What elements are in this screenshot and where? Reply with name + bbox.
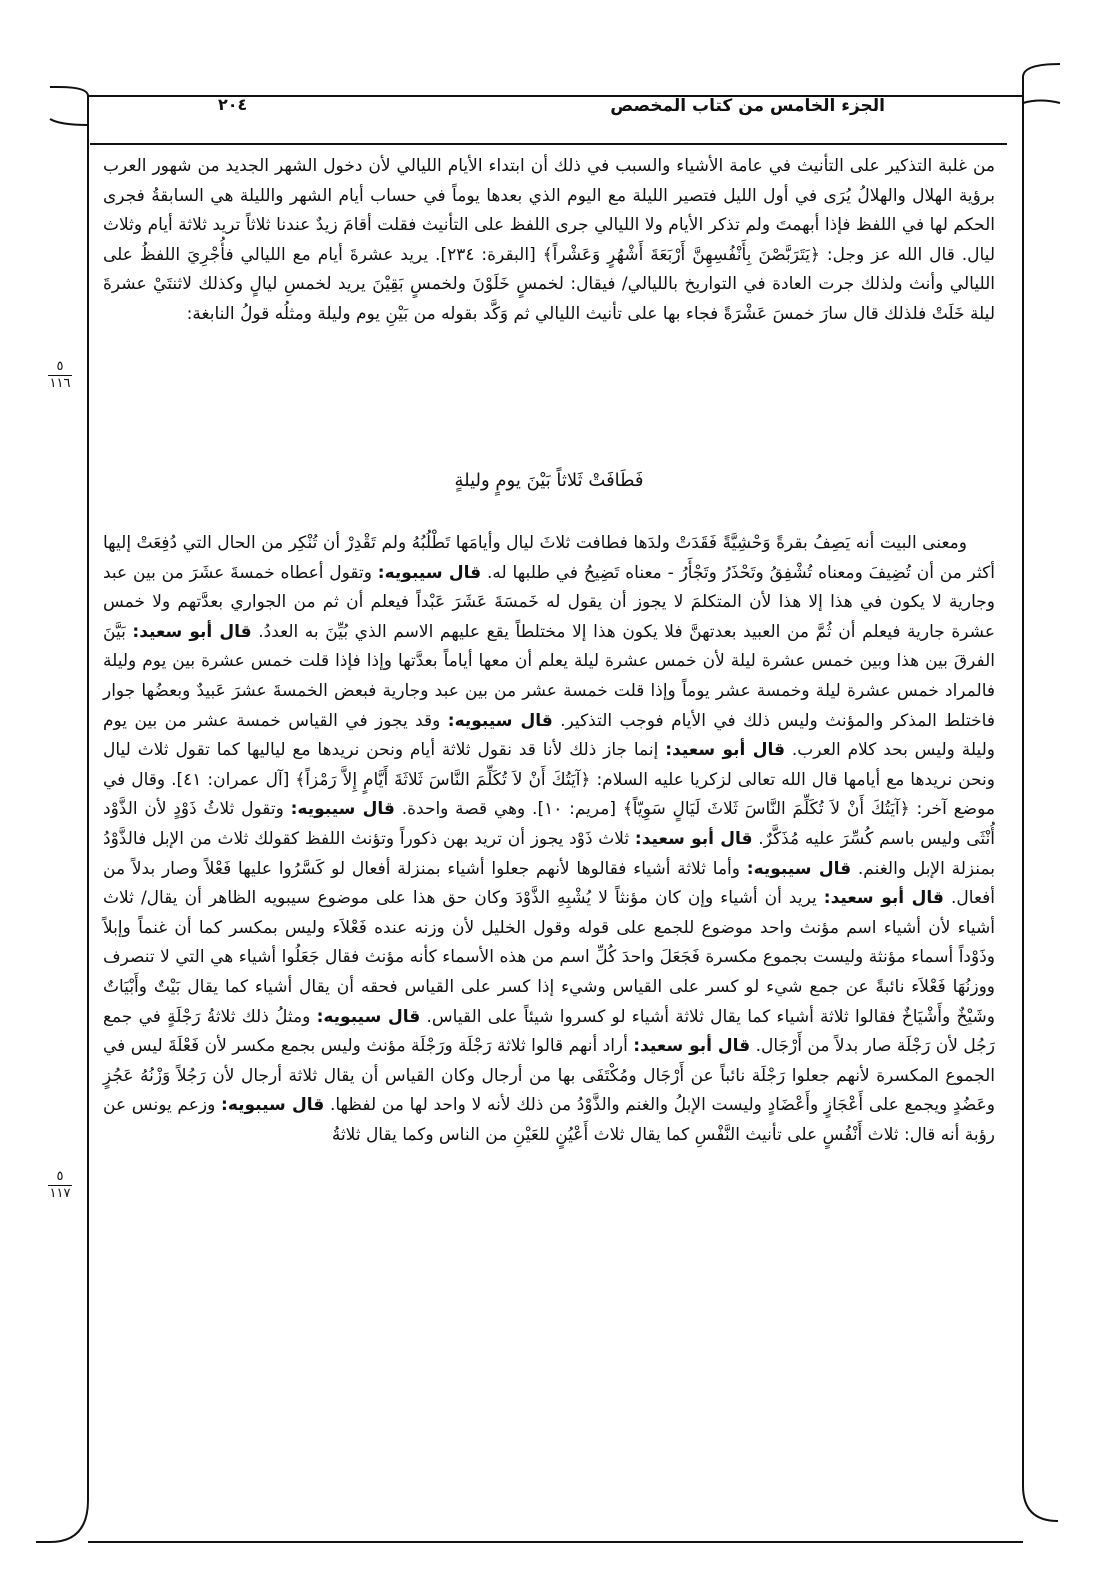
margin-page-marker [40, 360, 80, 391]
speaker-label: قال أبو سعيد: [633, 1036, 751, 1057]
paragraph-text: من غلبة التذكير على التأنيث في عامة الأشياء والسبب في ذلك أن ابتداء الأيام الليالي لأن دخول الشهر الجديد من شهور العرب برؤية الهلال والهلالُ يُرَى في أول الليل فتصير الليلة مع اليوم الذي بعدها يوماً في حساب أيام الشهر والليلة هي السابقةُ فجرى الحكم لها في اللفظ فإذا أبهمتَ ولم تذكر الأيام ولا الليالي جرى اللفظ على التأنيث فقلت أقامَ زيدٌ عندنا ثلاثاً تريد ثلاثة أيام وثلاث ليال. قال الله عز وجل: ﴿يَتَرَبَّصْنَ بِأَنْفُسِهِنَّ أَرْبَعَةَ أَشْهُرٍ وَعَشْراً﴾ [البقرة: ٢٣٤]. يريد عشرةَ أيام مع الليالي فأُجْرِيَ اللفظُ على الليالي وأنث ولذلك جرت العادة في التواريخ بالليالي/ فيقال: لخمسٍ خَلَوْنَ ولخمسٍ بَقِيْنَ يريد لخمسِ ليالٍ وكذلك لاثنتَيْ عشرةَ ليلة خَلَتْ فلذلك قال سارَ خمسَ عَشْرَةً فجاء بها على تأنيث الليالي ثم وَكَّد بقوله من بَيْنِ يوم وليلة ومثلُه قولُ النابغة: [103, 156, 995, 324]
speaker-label: قال سيبويه: [377, 562, 482, 583]
body-paragraph-1 [103, 152, 995, 330]
margin-marker-top: ٥ [56, 1169, 64, 1184]
page-number: ٢٠٤ [218, 95, 248, 114]
poem-verse: فَطَافَتْ ثَلاثاً بَيْنَ يومٍ وليلةٍ [454, 470, 644, 491]
margin-page-marker [40, 1170, 80, 1201]
header-divider [90, 143, 1007, 145]
speaker-label: قال أبو سعيد: [132, 621, 252, 642]
running-header-title: الجزء الخامس من كتاب المخصص [610, 96, 885, 116]
speaker-label: قال أبو سعيد: [634, 828, 753, 849]
speaker-label: قال سيبويه: [447, 710, 553, 731]
body-paragraph-2 [103, 529, 995, 1150]
speaker-label: قال سيبويه: [316, 1006, 421, 1027]
speaker-label: قال سيبويه: [290, 799, 395, 820]
margin-marker-bottom: ١١٦ [49, 376, 71, 391]
margin-marker-bottom: ١١٧ [49, 1186, 71, 1201]
speaker-label: قال أبو سعيد: [665, 740, 785, 761]
margin-marker-top: ٥ [56, 359, 64, 374]
speaker-label: قال سيبويه: [746, 858, 852, 879]
speaker-label: قال أبو سعيد: [823, 888, 944, 909]
speaker-label: قال سيبويه: [221, 1095, 325, 1116]
paragraph-text: ومعنى البيت أنه يَصِفُ بقرةً وَحْشِيَّةً فَقَدَتْ ولدَها فطافت ثلاثَ ليال وأيامَها تَطْلُبُهُ ولم تَقْدِرْ أن تُنْكِر من الحال التي دُفِعَتْ إليها أكثر من أن تُضِيفَ ومعناه تُشْفِقُ وتَحْذَرُ وتَجْأَرُ - معناه تَضِيحُ في طلبها له. قال سيبويه: وتقول أعطاه خمسةَ عشَرَ من بين عبد وجارية لا يكون في هذا إلا هذا لأن المتكلمَ لا يجوز أن يقول له خَمسَةَ عَشَرَ عَبْداً فيعلم أن ثم من الجواري بعدَّتهم ولا خمس عشرة جارية فيعلم أن ثُمَّ من العبيد بعدتهنَّ فلا يكون هذا إلا مختلطاً يقع عليهم الاسم الذي بُيِّنَ به العددُ. قال أبو سعيد: بَيَّنَ الفرقَ بين هذا وبين خمس عشرة ليلة لأن خمس عشرة ليلة يعلم أن معها أياماً بعدَّتها وإذا فإذا قلت خمس عشرة بين يوم وليلة فالمراد خمس عشرة ليلة وخمسة عشر يوماً وإذا قلت خمسة عشر من بين عبد وجارية فبعض الخمسةَ عشرَ عَبيدٌ وبعضُها جوار فاختلط المذكر والمؤنث وليس ذلك في الأيام فوجب التذكير. قال سيبويه: وقد يجوز في القياس خمسة عشر من بين يوم وليلة وليس بحد كلام العرب. قال أبو سعيد: إنما جاز ذلك لأنا قد نقول ثلاثة أيام ونحن نريدها مع لياليها كما تقول ثلاث ليال ونحن نريدها مع أيامها قال الله تعالى لزكريا عليه السلام: ﴿آيَتُكَ أَنْ لاَ تُكَلِّمَ النَّاسَ ثَلاثَةَ أَيَّامٍ إِلاَّ رَمْزاً﴾ [آل عمران: ٤١]. وقال في موضع آخر: ﴿آيَتُكَ أَنْ لاَ تُكَلِّمَ النَّاسَ ثَلاثَ لَيَالٍ سَوِيّاً﴾ [مريم: ١٠]. وهي قصة واحدة. قال سيبويه: وتقول ثلاثُ ذَوْدٍ لأن الذَّوْد أُنْثَى وليس باسم كُسِّرَ عليه مُذَكَّرٌ. قال أبو سعيد: ثلاث ذَوْد يجوز أن تريد بهن ذكوراً وتؤنث اللفظ كقولك ثلاث من الإبل فالذَّوْدُ بمنزلة الإبل والغنم. قال سيبويه: وأما ثلاثة أشياء فقالوها لأنهم جعلوا أشياء بمنزلة أفعال لو كَسَّرُوا عليها فَعْلاً وصار بدلاً من أفعال. قال أبو سعيد: يريد أن أشياء وإن كان مؤنثاً لا يُشْبِهِ الذَّوْدَ وكان حق هذا على موضوع سيبويه الظاهر أن يقال/ ثلاث أشياء لأن أشياء اسم مؤنث واحد موضوع للجمع على قوله وقول الخليل لأن وزنه عنده فَعْلاَء وليس بمكسر كما أن غنماً وإبلاً وذَوْداً أسماء مؤنثة وليست بجموع مكسرة فَجَعَلَ واحدَ كُلِّ اسم من هذه الأسماء كأنه مؤنث فقال جَعَلُوا أشياء هي التي لا تنصرف ووزنُهَا فَعْلاَء نائبةً عن جمع شيء لو كسر على القياس وشيء إذا كسر على القياس فحقه أن يقال أشياء كما يقال بَيْتٌ وأَبْيَاتٌ وشَيْخٌ وأَشْيَاخٌ فقالوا ثلاثة أشياء كما يقال ثلاثة أشياء لو كسروا شيئاً على القياس. قال سيبويه: ومثلُ ذلك ثلاثةُ رَجْلَةٍ في جمع رَجُل لأن رَجْلَة صار بدلاً من أَرْجَال. قال أبو سعيد: أراد أنهم قالوا ثلاثة رَجْلَة ورَجْلَة مؤنث وليس بجمع مكسر لأن فَعْلَةَ ليس في الجموع المكسرة لأنهم جعلوا رَجْلَة نائباً عن أَرْجَال ومُكْتَفَى بها من أرجال وكان القياس أن يقال ثلاثة أرجال لأن رَجُلاً وَزْنُهُ عَجُزٍ وعَضُدٍ ويجمع على أَعْجَازٍ وأَعْضَادٍ وليست الإبلُ والغنم والذَّوْدُ من ذلك لأنه لا واحد لها من لفظها. قال سيبويه: وزعم يونس عن رؤبة أنه قال: ثلاث أَنْفُسٍ على تأنيث النَّفْسِ كما يقال ثلاث أَعْيُنٍ للعَيْنِ من الناس وكما يقال ثلاثةُ [103, 533, 996, 1145]
